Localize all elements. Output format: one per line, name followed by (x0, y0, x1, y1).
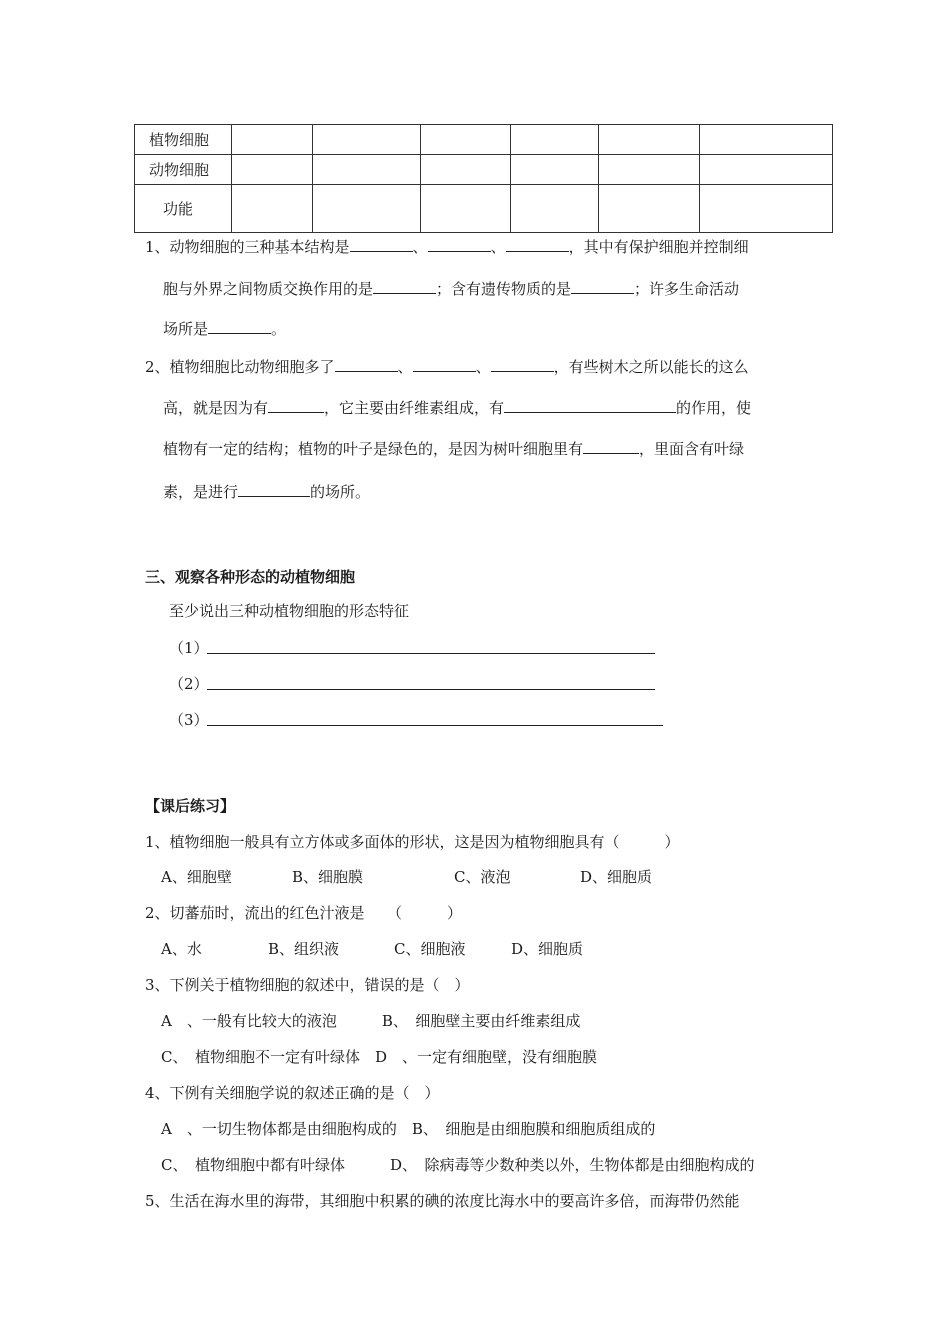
table-cell (511, 155, 599, 185)
row-header-animal-cell: 动物细胞 (135, 155, 232, 185)
exercise-4-options-ab[interactable]: A 、一切生物体都是由细胞构成的 B、 细胞是由细胞膜和细胞质组成的 (161, 1120, 656, 1138)
separator: 、 (475, 358, 491, 376)
table-cell (511, 125, 599, 155)
answer-blank[interactable] (268, 398, 324, 413)
question-text: ，里面含有叶绿 (639, 440, 745, 458)
section-3-heading: 三、观察各种形态的动植物细胞 (145, 568, 356, 586)
table-cell (313, 185, 421, 233)
exercise-1-stem: 1、植物细胞一般具有立方体或多面体的形状，这是因为植物细胞具有（ ） (145, 833, 680, 851)
answer-line-3[interactable] (207, 725, 663, 726)
exercise-2-option-c[interactable]: C、细胞液 (394, 940, 466, 958)
exercise-1-option-c[interactable]: C、液泡 (454, 868, 511, 886)
table-cell (511, 185, 599, 233)
table-cell (313, 125, 421, 155)
table-cell (313, 155, 421, 185)
fill-question-2-line-4 (163, 481, 370, 502)
answer-blank[interactable] (504, 398, 676, 413)
table-cell (421, 125, 511, 155)
table-cell (700, 185, 833, 233)
exercise-1-option-d[interactable]: D、细胞质 (580, 868, 653, 886)
answer-blank[interactable] (506, 237, 569, 252)
exercise-4-stem: 4、下例有关细胞学说的叙述正确的是（ ） (145, 1084, 440, 1102)
table-cell (599, 155, 700, 185)
question-text: 的场所。 (310, 483, 371, 501)
table-row (135, 155, 833, 185)
table-cell (599, 125, 700, 155)
exercise-1-option-b[interactable]: B、细胞膜 (292, 868, 364, 886)
table-cell (599, 185, 700, 233)
item-label-3: （3） (169, 711, 209, 729)
exercise-3-options-ab[interactable]: A 、一般有比较大的液泡 B、 细胞壁主要由纤维素组成 (161, 1012, 581, 1030)
answer-blank[interactable] (335, 357, 398, 372)
question-text: 的作用，使 (676, 399, 752, 417)
answer-blank[interactable] (238, 482, 310, 497)
question-text: 2、植物细胞比动物细胞多了 (145, 358, 335, 376)
fill-question-2-line-2 (163, 397, 751, 418)
fill-question-2-line-1 (145, 356, 749, 377)
question-text: ，有些树木之所以能长的这么 (553, 358, 749, 376)
exercise-2-option-b[interactable]: B、组织液 (268, 940, 340, 958)
question-text: 。 (271, 320, 287, 338)
exercise-3-options-cd[interactable]: C、 植物细胞不一定有叶绿体 D 、一定有细胞壁，没有细胞膜 (161, 1048, 598, 1066)
answer-blank[interactable] (583, 439, 639, 454)
separator: 、 (412, 238, 428, 256)
row-header-plant-cell: 植物细胞 (135, 125, 232, 155)
fill-question-1-line-3 (163, 318, 286, 339)
exercises-heading: 【课后练习】 (145, 797, 236, 815)
separator: 、 (490, 238, 506, 256)
table-cell (232, 155, 313, 185)
table-row (135, 185, 833, 233)
exercise-4-options-cd[interactable]: C、 植物细胞中都有叶绿体 D、 除病毒等少数种类以外，生物体都是由细胞构成的 (161, 1156, 755, 1174)
question-text: 1、动物细胞的三种基本结构是 (145, 238, 350, 256)
question-text: 植物有一定的结构；植物的叶子是绿色的，是因为树叶细胞里有 (163, 440, 584, 458)
exercise-5-stem: 5、生活在海水里的海带，其细胞中积累的碘的浓度比海水中的要高许多倍，而海带仍然能 (145, 1192, 740, 1210)
answer-blank[interactable] (491, 357, 554, 372)
table-cell (232, 185, 313, 233)
answer-blank[interactable] (350, 237, 413, 252)
item-label-2: （2） (169, 675, 209, 693)
answer-line-2[interactable] (207, 689, 655, 690)
separator: 、 (397, 358, 413, 376)
answer-blank[interactable] (571, 279, 634, 294)
table-cell (700, 155, 833, 185)
section-3-prompt: 至少说出三种动植物细胞的形态特征 (169, 602, 410, 620)
exercise-2-option-d[interactable]: D、细胞质 (511, 940, 584, 958)
item-label-1: （1） (169, 639, 209, 657)
row-header-function: 功能 (135, 185, 232, 233)
answer-blank[interactable] (413, 357, 476, 372)
table-cell (421, 155, 511, 185)
fill-question-2-line-3 (163, 438, 744, 459)
answer-blank[interactable] (428, 237, 491, 252)
fill-question-1-line-1 (145, 236, 749, 257)
fill-question-1-line-2 (163, 278, 739, 299)
exercise-2-option-a[interactable]: A、水 (161, 940, 202, 958)
exercise-2-stem: 2、切蕃茄时，流出的红色汁液是 （ ） (145, 904, 463, 922)
answer-blank[interactable] (373, 279, 436, 294)
question-text: ，它主要由纤维素组成，有 (324, 399, 505, 417)
question-text: 素，是进行 (163, 483, 239, 501)
answer-line-1[interactable] (207, 653, 655, 654)
answer-blank[interactable] (208, 319, 271, 334)
exercise-1-option-a[interactable]: A、细胞壁 (161, 868, 232, 886)
question-text: 高，就是因为有 (163, 399, 269, 417)
question-text: 场所是 (163, 320, 209, 338)
table-row (135, 125, 833, 155)
question-text: 胞与外界之间物质交换作用的是 (163, 280, 374, 298)
question-text: ；许多生命活动 (634, 280, 740, 298)
table-cell (232, 125, 313, 155)
question-text: ；含有遗传物质的是 (436, 280, 572, 298)
table-cell (700, 125, 833, 155)
table-cell (421, 185, 511, 233)
exercise-3-stem: 3、下例关于植物细胞的叙述中，错误的是（ ） (145, 976, 470, 994)
question-text: ，其中有保护细胞并控制细 (568, 238, 749, 256)
cell-comparison-table (134, 124, 833, 233)
